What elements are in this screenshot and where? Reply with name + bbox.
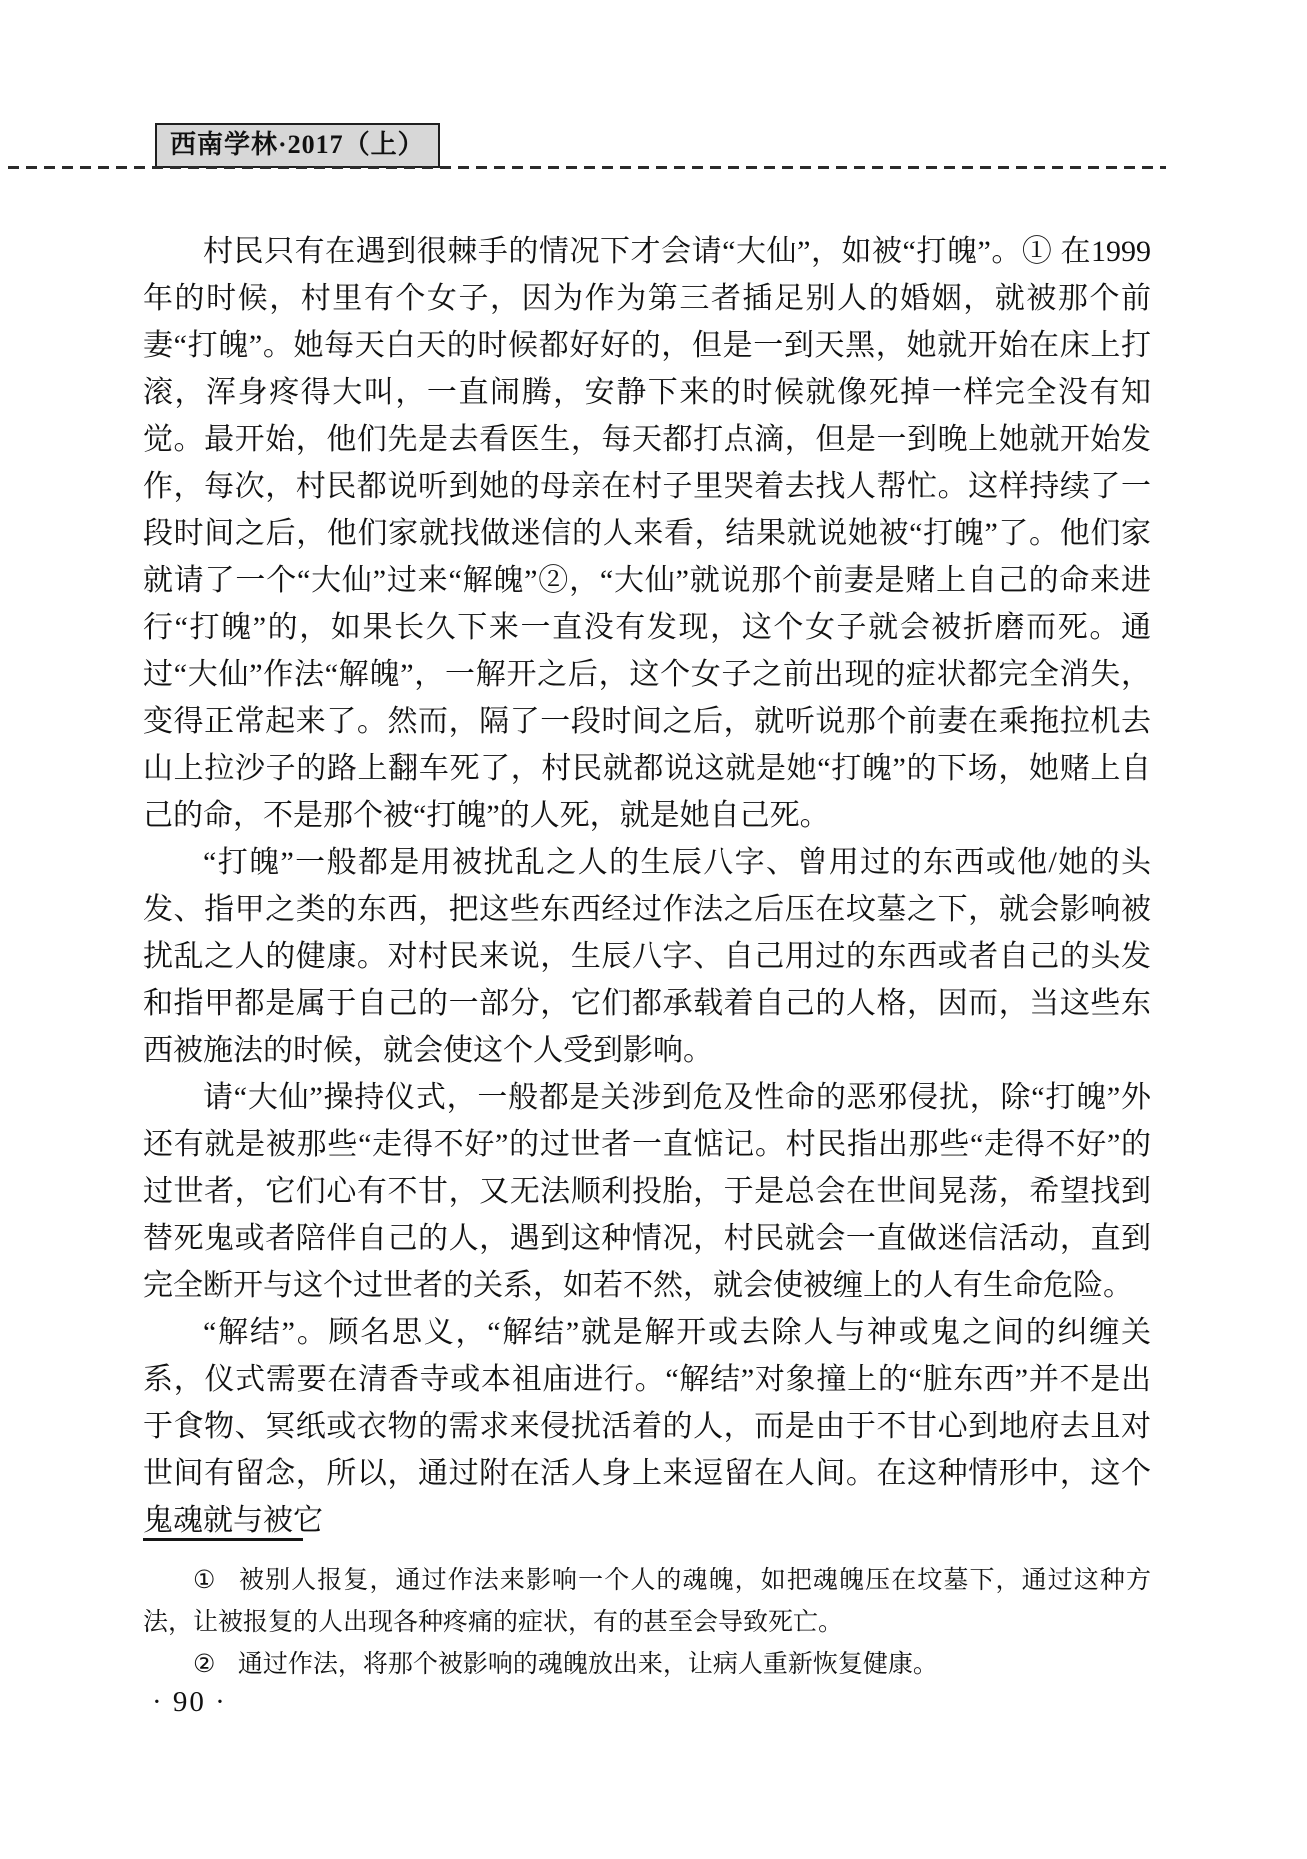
journal-header-badge: 西南学林·2017（上）: [155, 123, 440, 168]
footnote-marker: ②: [193, 1651, 216, 1678]
footnote-text: 被别人报复，通过作法来影响一个人的魂魄，如把魂魄压在坟墓下，通过这种方法，让被报复的人出现各种疼痛的症状，有的甚至会导致死亡。: [143, 1567, 1151, 1636]
body-paragraph: “解结”。顾名思义，“解结”就是解开或去除人与神或鬼之间的纠缠关系，仪式需要在清香寺或本祖庙进行。“解结”对象撞上的“脏东西”并不是出于食物、冥纸或衣物的需求来侵扰活着的人，而是由于不甘心到地府去且对世间有留念，所以，通过附在活人身上来逗留在人间。在这种情形中，这个鬼魂就与被它: [143, 1316, 1151, 1537]
footnote-separator: [143, 1538, 303, 1541]
body-text-block: [143, 228, 1151, 1544]
body-paragraph: 请“大仙”操持仪式，一般都是关涉到危及性命的恶邪侵扰，除“打魄”外还有就是被那些“走得不好”的过世者一直惦记。村民指出那些“走得不好”的过世者，它们心有不甘，又无法顺利投胎，于是总会在世间晃荡，希望找到替死鬼或者陪伴自己的人，遇到这种情况，村民就会一直做迷信活动，直到完全断开与这个过世者的关系，如若不然，就会使被缠上的人有生命危险。: [143, 1081, 1151, 1302]
footnote: [143, 1644, 1151, 1686]
footnote: [143, 1560, 1151, 1644]
header-dashed-divider: [8, 166, 1166, 169]
body-paragraph: 村民只有在遇到很棘手的情况下才会请“大仙”，如被“打魄”。① 在1999年的时候，村里有个女子，因为作为第三者插足别人的婚姻，就被那个前妻“打魄”。她每天白天的时候都好好的，但是一到天黑，她就开始在床上打滚，浑身疼得大叫，一直闹腾，安静下来的时候就像死掉一样完全没有知觉。最开始，他们先是去看医生，每天都打点滴，但是一到晚上她就开始发作，每次，村民都说听到她的母亲在村子里哭着去找人帮忙。这样持续了一段时间之后，他们家就找做迷信的人来看，结果就说她被“打魄”了。他们家就请了一个“大仙”过来“解魄”②，“大仙”就说那个前妻是赌上自己的命来进行“打魄”的，如果长久下来一直没有发现，这个女子就会被折磨而死。通过“大仙”作法“解魄”，一解开之后，这个女子之前出现的症状都完全消失，变得正常起来了。然而，隔了一段时间之后，就听说那个前妻在乘拖拉机去山上拉沙子的路上翻车死了，村民就都说这就是她“打魄”的下场，她赌上自己的命，不是那个被“打魄”的人死，就是她自己死。: [143, 235, 1151, 832]
footnote-text: 通过作法，将那个被影响的魂魄放出来，让病人重新恢复健康。: [237, 1651, 938, 1678]
footnote-marker: ①: [193, 1567, 217, 1594]
page-number: · 90 ·: [152, 1686, 227, 1718]
body-paragraph: “打魄”一般都是用被扰乱之人的生辰八字、曾用过的东西或他/她的头发、指甲之类的东西，把这些东西经过作法之后压在坟墓之下，就会影响被扰乱之人的健康。对村民来说，生辰八字、自己用过的东西或者自己的头发和指甲都是属于自己的一部分，它们都承载着自己的人格，因而，当这些东西被施法的时候，就会使这个人受到影响。: [143, 846, 1151, 1067]
footnotes-block: [143, 1560, 1151, 1686]
